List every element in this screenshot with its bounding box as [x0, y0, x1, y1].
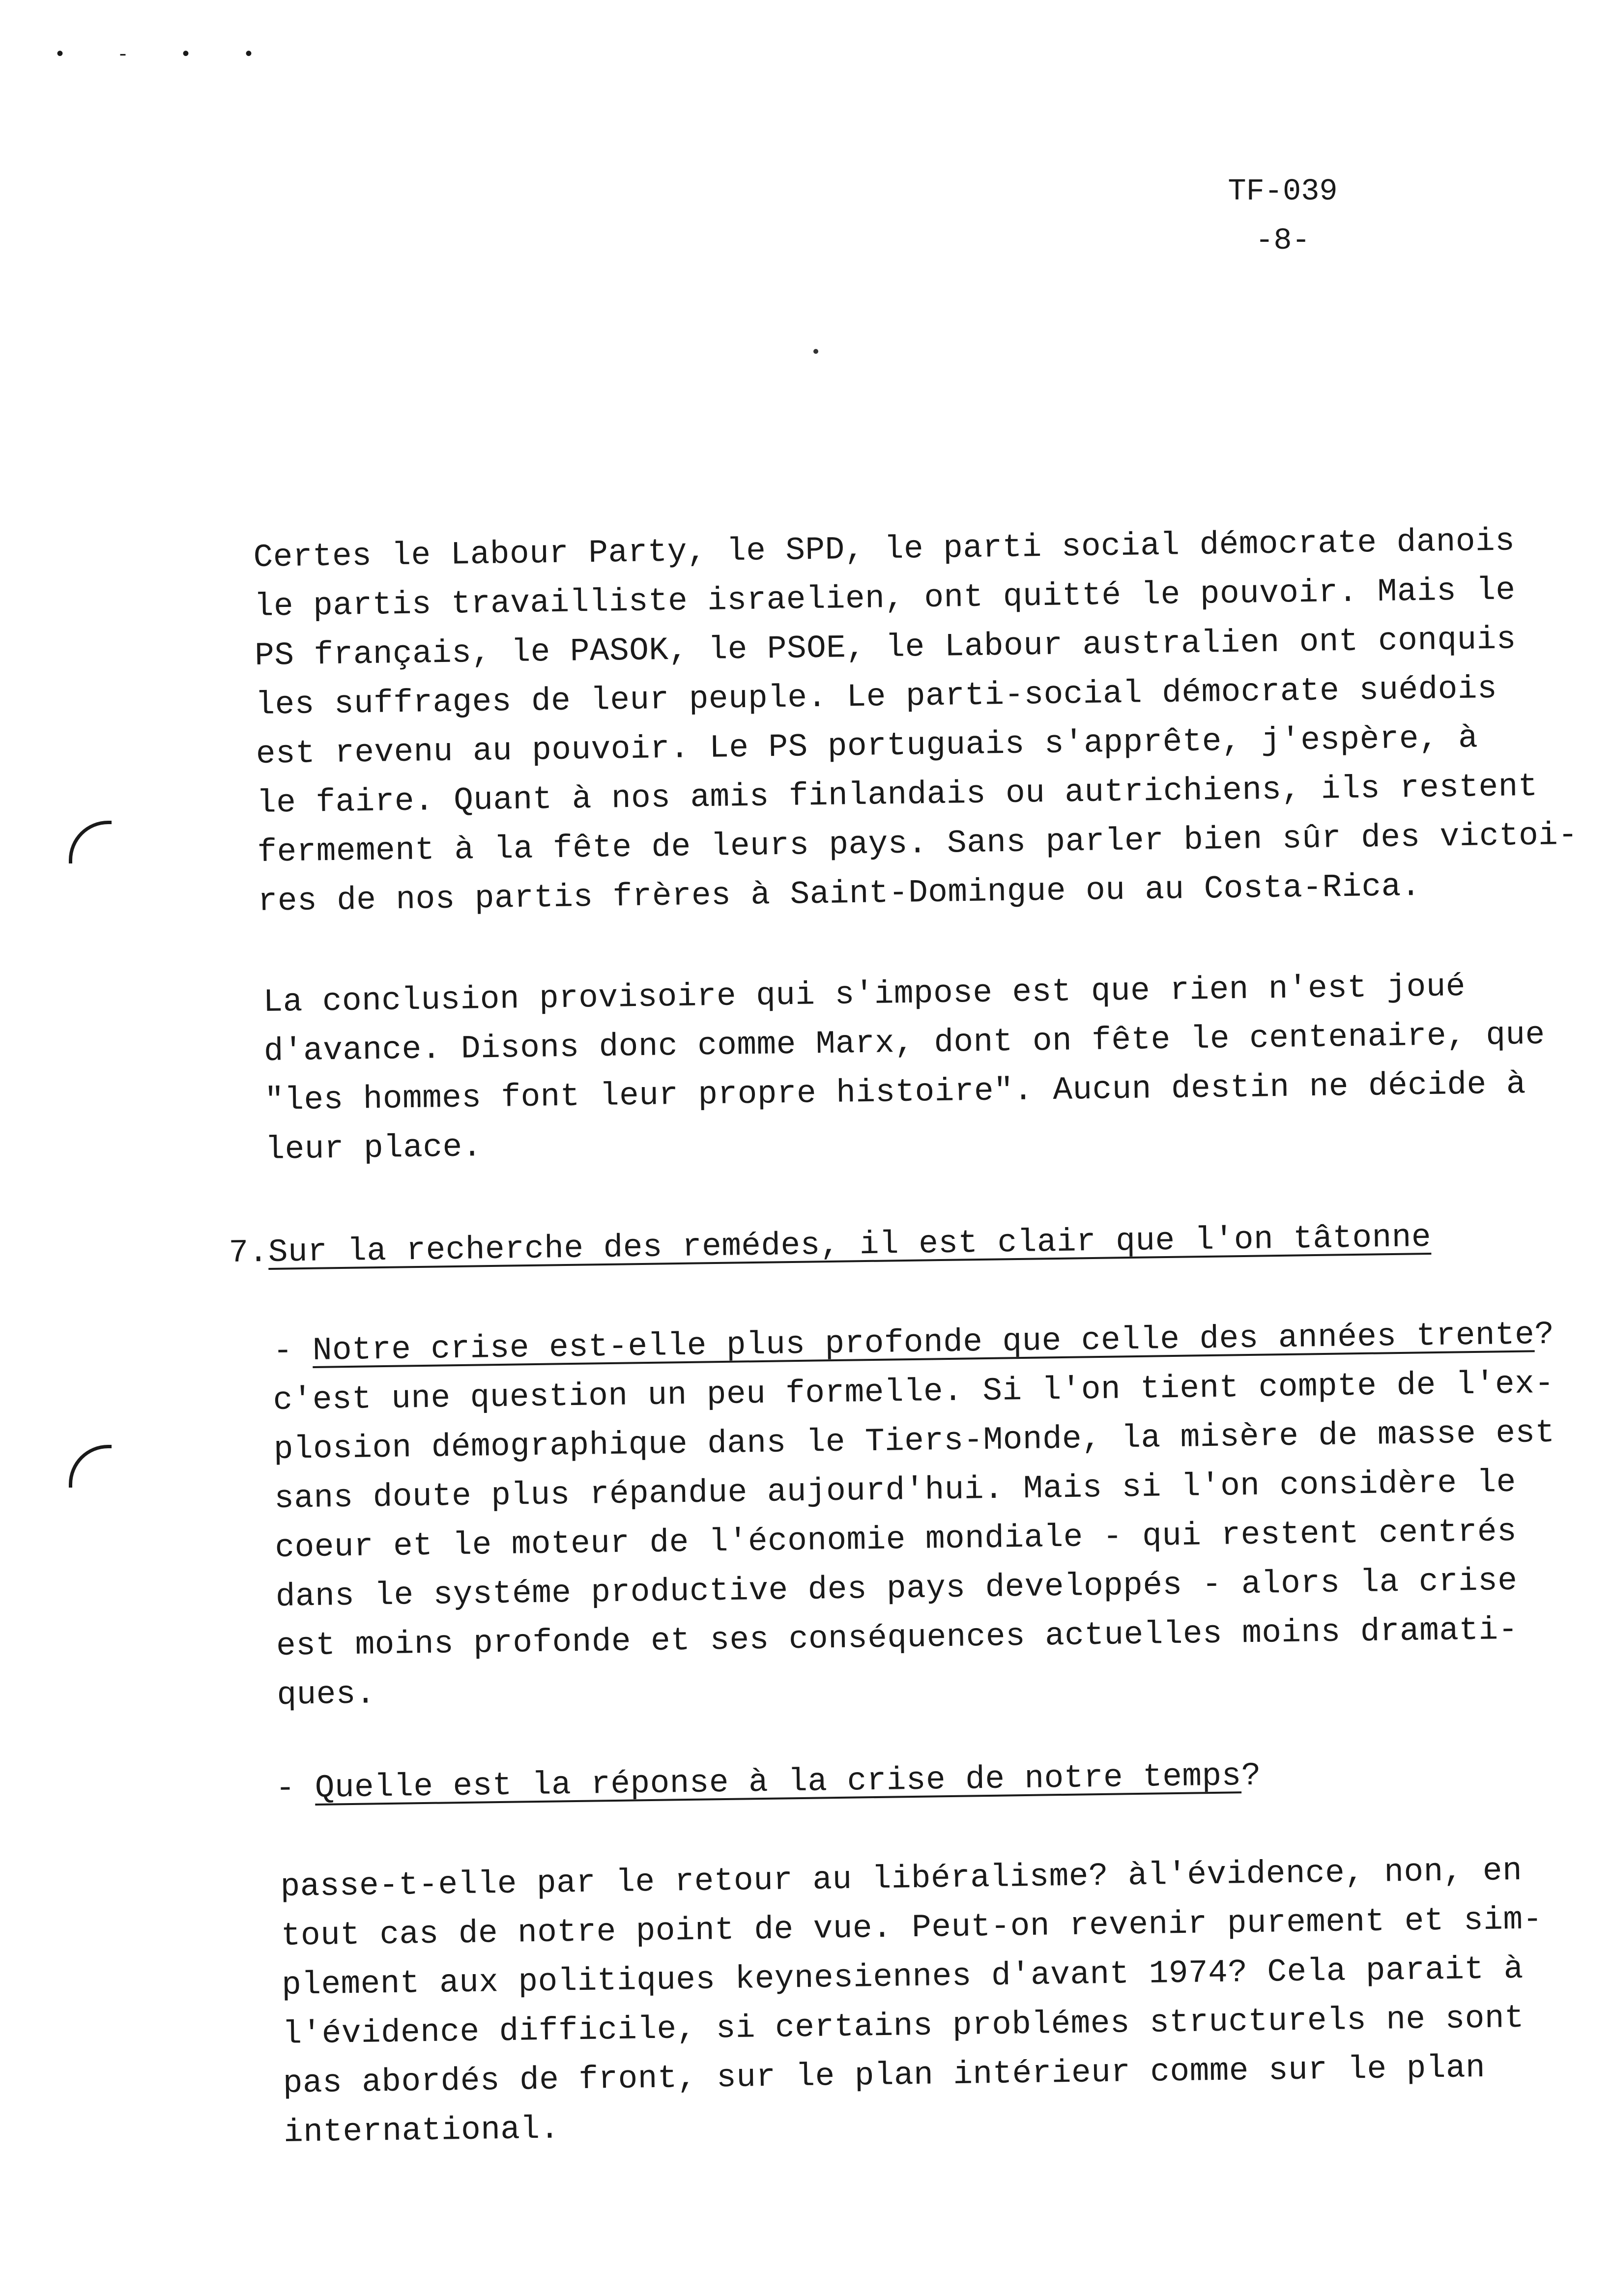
text-line: le partis travailliste israelien, ont quitté le pouvoir. Mais le — [254, 572, 1516, 625]
text-line: c'est une question un peu formelle. Si l'on tient compte de l'ex- — [273, 1365, 1554, 1419]
hole-punch-mark — [69, 821, 112, 863]
paragraph-1 — [253, 516, 1579, 926]
text-line: PS français, le PASOK, le PSOE, le Labour australien ont conquis — [254, 621, 1517, 674]
text-line: ques. — [277, 1675, 376, 1714]
text-line: La conclusion provisoire qui s'impose est que rien n'est joué — [263, 968, 1466, 1021]
text-line: le faire. Quant à nos amis finlandais ou autrichiens, ils restent — [256, 768, 1538, 822]
text-line: plosion démographique dans le Tiers-Monde, la misère de masse est — [273, 1414, 1555, 1468]
paragraph-2 — [263, 961, 1547, 1175]
question-text: Quelle est la réponse à la crise de notre temps — [315, 1757, 1242, 1807]
question-mark: ? — [1241, 1757, 1262, 1795]
section-number: 7. — [229, 1234, 269, 1271]
page-number: -8- — [1255, 223, 1310, 258]
text-line: res de nos partis frères à Saint-Domingue ou au Costa-Rica. — [258, 867, 1421, 920]
paragraph-4 — [280, 1846, 1545, 2157]
question-mark: ? — [1534, 1316, 1554, 1353]
text-line: fermement à la fête de leurs pays. Sans parler bien sûr des victoi- — [257, 816, 1578, 871]
text-line: "les hommes font leur propre histoire". Aucun destin ne décide à — [264, 1065, 1526, 1119]
ink-speck — [813, 349, 818, 354]
text-line: coeur et le moteur de l'économie mondiale - qui restent centrés — [275, 1513, 1517, 1566]
text-line: dans le systéme productive des pays developpés - alors la crise — [275, 1562, 1518, 1615]
text-line: sans doute plus répandue aujourd'hui. Mais si l'on considère le — [274, 1464, 1517, 1517]
hole-punch-mark — [69, 1445, 112, 1488]
text-line: les suffrages de leur peuple. Le parti-social démocrate suédois — [255, 670, 1497, 723]
question-2 — [275, 1751, 1261, 1813]
page-header — [1209, 167, 1356, 265]
margin-dots: • - • • — [54, 44, 275, 66]
text-line: passe-t-elle par le retour au libéralisme? àl'évidence, non, en — [280, 1852, 1523, 1905]
section-title: Sur la recherche des remédes, il est clair que l'on tâtonne — [268, 1218, 1432, 1271]
text-line: Certes le Labour Party, le SPD, le parti social démocrate danois — [253, 522, 1515, 576]
text-line: leur place. — [265, 1128, 483, 1168]
text-line: tout cas de notre point de vue. Peut-on revenir purement et sim- — [281, 1901, 1543, 1954]
question-text: Notre crise est-elle plus profonde que celle des années trente — [312, 1316, 1535, 1369]
text-line: est moins profonde et ses conséquences actuelles moins dramati- — [276, 1611, 1519, 1665]
text-line: plement aux politiques keynesiennes d'avant 1974? Cela parait à — [281, 1950, 1524, 2004]
text-line: d'avance. Disons donc comme Marx, dont on fête le centenaire, que — [263, 1016, 1546, 1070]
document-id: TF-039 — [1228, 174, 1338, 209]
question-dash: - — [275, 1769, 316, 1807]
text-line: pas abordés de front, sur le plan intérieur comme sur le plan — [283, 2049, 1486, 2102]
text-line: international. — [283, 2110, 560, 2151]
question-dash: - — [273, 1332, 313, 1370]
section-7-heading — [229, 1213, 1432, 1278]
paragraph-3 — [273, 1359, 1558, 1720]
text-line: est revenu au pouvoir. Le PS portuguais s'apprête, j'espère, à — [256, 719, 1478, 773]
text-line: l'évidence difficile, si certains problémes structurels ne sont — [282, 1999, 1525, 2053]
